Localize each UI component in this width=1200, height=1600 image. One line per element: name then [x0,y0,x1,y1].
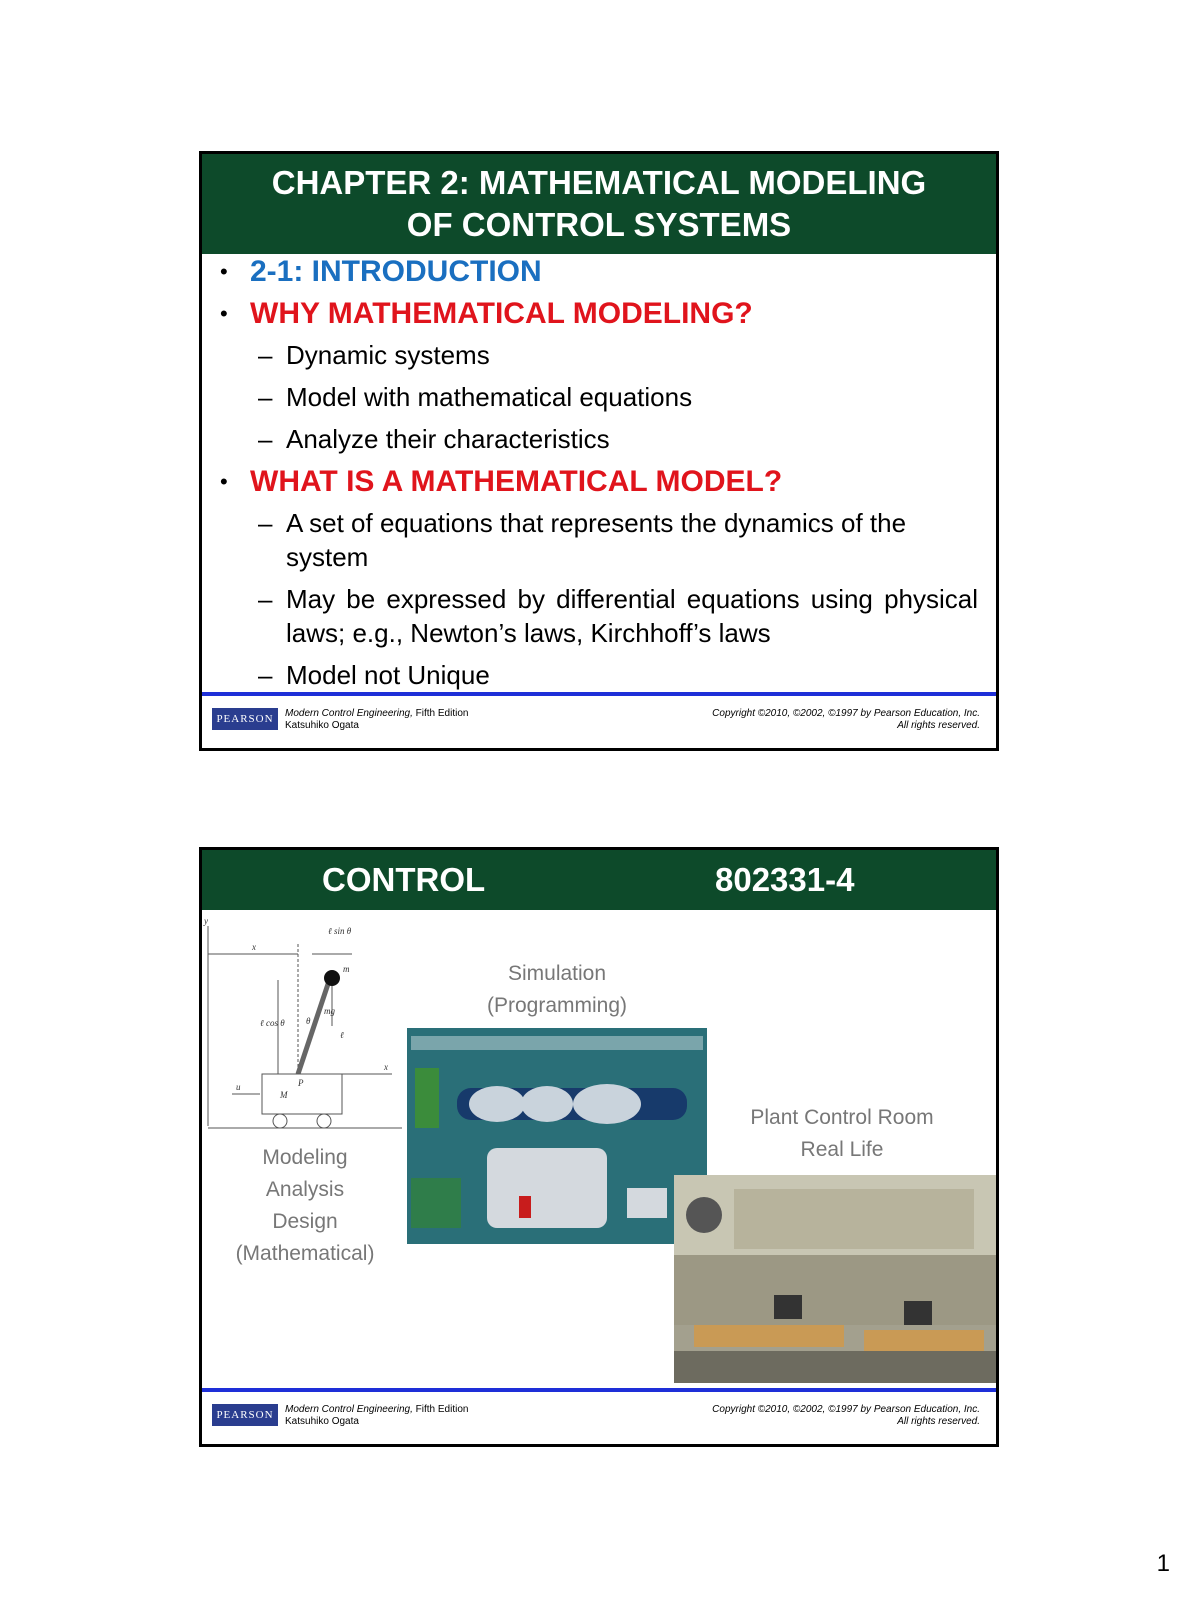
cart-wheel-right [317,1114,331,1128]
kirchhoff-laws: Kirchhoff’s laws [590,618,771,648]
caption-simulation: Simulation [507,962,607,985]
sub-bullet [220,422,978,456]
sub-bullet [220,338,978,372]
why-item-1: Dynamic systems [286,340,490,370]
caption-mathematical: (Mathematical) [235,1242,375,1265]
sub-bullet [220,582,978,650]
what-item-3: Model not Unique [286,660,490,690]
floor [674,1351,996,1383]
bullet-list [220,254,978,700]
dash: – [258,660,273,690]
slide-2-title [202,850,996,910]
slide-footer [202,692,996,748]
heading-intro: 2-1: INTRODUCTION [250,255,542,288]
simulation-screen-art [407,1028,707,1244]
bullet-dot: • [220,259,228,284]
bullet-why [220,296,978,332]
pearson-logo: PEARSON [212,708,278,730]
turbine-3 [573,1084,641,1124]
turbine-1 [469,1086,525,1122]
title-line-2: OF CONTROL SYSTEMS [406,206,792,243]
bullet-what [220,464,978,500]
dash: – [258,340,273,370]
instrument-panel [734,1189,974,1249]
caption-real-life: Real Life [800,1138,884,1161]
label-x-axis: x [384,1062,388,1072]
pendulum-mass [324,970,340,986]
slide-1-title [202,154,996,254]
label-lcos: ℓ cos θ [260,1018,285,1028]
desk-right [864,1330,984,1352]
sub-bullet [220,506,978,574]
label-y: y [204,916,208,926]
label-m: m [343,964,350,974]
cart-wheel-left [273,1114,287,1128]
book-title: Modern Control Engineering, [285,1404,413,1415]
book-author: Katsuhiko Ogata [285,720,359,731]
dash: – [258,424,273,454]
label-u: u [236,1082,241,1092]
round-meter [686,1197,722,1233]
green-panel [415,1068,439,1128]
slide-footer [202,1388,996,1444]
label-mg: mg [324,1006,335,1016]
footer-copyright [712,708,980,732]
caption-modeling: Modeling [262,1146,348,1169]
label-P: P [298,1078,304,1088]
dash: – [258,584,273,614]
slide-2 [199,847,999,1447]
left-gauge-panel [411,1178,461,1228]
monitor-1 [774,1295,802,1319]
caption-design: Design [272,1210,338,1233]
monitor-2 [904,1301,932,1325]
book-author: Katsuhiko Ogata [285,1416,359,1427]
heading-what: WHAT IS A MATHEMATICAL MODEL? [250,465,783,498]
control-room-art [674,1175,996,1383]
caption-analysis: Analysis [265,1178,345,1201]
heading-why: WHY MATHEMATICAL MODELING? [250,297,753,330]
simulation-caption [457,958,657,1022]
console-row [674,1255,996,1325]
caption-programming: (Programming) [486,994,628,1017]
bullet-intro [220,254,978,290]
desk-left [694,1325,844,1347]
title-course-code: 802331-4 [715,861,855,898]
footer-copyright [712,1404,980,1428]
rights-text: All rights reserved. [897,720,980,731]
what-item-1: A set of equations that represents the dynamics of the system [286,508,907,572]
copyright-text: Copyright ©2010, ©2002, ©1997 by Pearson Education, Inc. [712,1404,980,1415]
caption-plant-control-room: Plant Control Room [750,1106,934,1129]
bullet-dot: • [220,301,228,326]
why-item-2: Model with mathematical equations [286,382,693,412]
simulation-screenshot [407,1028,707,1244]
page-number: 1 [1156,1550,1170,1577]
label-lsin: ℓ sin θ [328,926,352,936]
title-line-1: CHAPTER 2: MATHEMATICAL MODELING [271,164,927,201]
book-title: Modern Control Engineering, [285,708,413,719]
label-x: x [252,942,256,952]
label-l: ℓ [340,1030,344,1040]
pearson-logo: PEARSON [212,1404,278,1426]
bullet-dot: • [220,469,228,494]
separator: , [576,618,584,648]
copyright-text: Copyright ©2010, ©2002, ©1997 by Pearson Education, Inc. [712,708,980,719]
dash: – [258,382,273,412]
footer-book-info [285,1404,468,1428]
sub-bullet [220,380,978,414]
screen-toolbar [411,1036,703,1050]
label-M: M [280,1090,288,1100]
newton-laws: Newton’s laws [410,618,576,648]
rights-text: All rights reserved. [897,1416,980,1427]
plant-caption [737,1102,947,1166]
control-room-photo [674,1175,996,1383]
red-indicator [519,1196,531,1218]
why-item-3: Analyze their characteristics [286,424,610,454]
sub-bullet [220,658,978,692]
book-edition: Fifth Edition [415,1404,469,1415]
book-edition: Fifth Edition [415,708,469,719]
pendulum-rod [298,978,330,1074]
turbine-2 [521,1086,573,1122]
slide-1 [199,151,999,751]
dash: – [258,508,273,538]
label-theta: θ [306,1016,311,1026]
title-control: CONTROL [322,861,486,898]
footer-book-info [285,708,468,732]
generator-body [487,1148,607,1228]
modeling-caption [210,1142,400,1270]
what-item-2-prefix: May be expressed by differential equations using physical laws; e.g., [286,584,978,648]
aux-unit [627,1188,667,1218]
pendulum-cart-diagram [202,914,402,1154]
